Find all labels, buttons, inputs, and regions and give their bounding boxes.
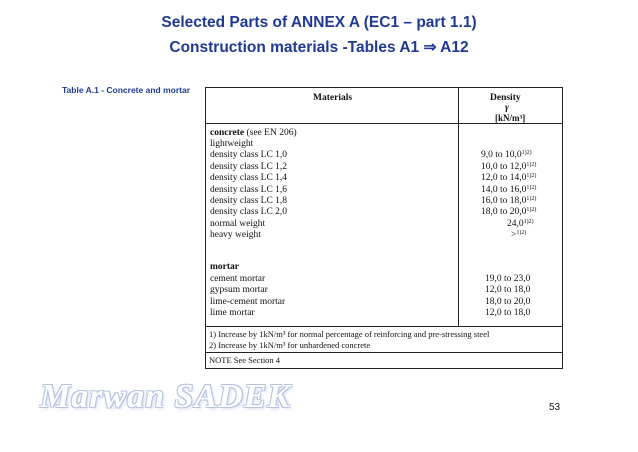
concrete-row-material: lightweight bbox=[210, 139, 254, 149]
concrete-row-density bbox=[511, 229, 526, 241]
header-separator bbox=[205, 123, 563, 124]
footnote-2: 2) Increase by 1kN/m³ for unhardened concrete bbox=[209, 340, 371, 350]
density-value: 14,0 to 16,0 bbox=[481, 184, 527, 195]
table-note: NOTE See Section 4 bbox=[209, 355, 281, 365]
density-value: 24,0 bbox=[507, 218, 524, 229]
header-materials: Materials bbox=[313, 93, 353, 103]
page-number: 53 bbox=[549, 402, 561, 413]
mortar-row-density: 19,0 to 23,0 bbox=[485, 274, 531, 284]
density-value: 12,0 to 14,0 bbox=[481, 173, 527, 184]
column-divider bbox=[458, 87, 459, 326]
density-footnote-ref: 1)2) bbox=[523, 218, 534, 225]
concrete-row-material: normal weight bbox=[210, 218, 266, 229]
slide-title-line1: Selected Parts of ANNEX A (EC1 – part 1.1) bbox=[161, 14, 477, 31]
density-footnote-ref: 1)2) bbox=[526, 207, 537, 214]
density-footnote-ref: 1)2) bbox=[526, 161, 537, 168]
footnote-separator bbox=[205, 326, 563, 327]
concrete-row-density bbox=[507, 218, 534, 230]
concrete-row-material: density class LC 1,6 bbox=[210, 184, 288, 195]
concrete-row-material: density class LC 1,2 bbox=[210, 161, 288, 172]
mortar-row-material: lime-cement mortar bbox=[210, 296, 286, 307]
density-footnote-ref: 1)2) bbox=[526, 196, 537, 202]
concrete-row-density bbox=[481, 149, 532, 161]
header-density: Density bbox=[490, 93, 521, 103]
density-value: 18,0 to 20,0 bbox=[481, 207, 527, 218]
density-footnote-ref: 1)2) bbox=[516, 230, 527, 237]
density-value: 9,0 to 10,0 bbox=[481, 150, 522, 161]
footnote-1: 1) Increase by 1kN/m³ for normal percentage of reinforcing and pre-stressing steel bbox=[209, 329, 490, 339]
density-value: > bbox=[511, 230, 517, 241]
author-watermark: Marwan SADEK bbox=[40, 378, 292, 415]
concrete-heading-label: concrete bbox=[210, 128, 245, 138]
density-footnote-ref: 1)2) bbox=[526, 173, 537, 180]
scanned-table bbox=[205, 87, 563, 369]
slide-title-line2: Construction materials -Tables A1 ⇒ A12 bbox=[169, 39, 469, 56]
density-value: 16,0 to 18,0 bbox=[481, 196, 527, 206]
concrete-row-material: heavy weight bbox=[210, 230, 261, 241]
header-unit: [kN/m³] bbox=[495, 113, 526, 123]
mortar-heading: mortar bbox=[210, 262, 240, 272]
concrete-heading-ref: (see EN 206) bbox=[244, 128, 297, 138]
concrete-row-density bbox=[481, 172, 536, 184]
table-caption: Table A.1 - Concrete and mortar bbox=[62, 85, 190, 95]
concrete-row-density bbox=[481, 206, 536, 218]
note-separator bbox=[205, 352, 563, 353]
mortar-row-material: lime mortar bbox=[210, 308, 255, 319]
concrete-row-material: density class LC 1,0 bbox=[210, 150, 288, 161]
concrete-row-material: density class LC 1,8 bbox=[210, 196, 288, 206]
mortar-row-material: gypsum mortar bbox=[210, 285, 268, 296]
density-value: 10,0 to 12,0 bbox=[481, 161, 527, 172]
density-footnote-ref: 1)2) bbox=[521, 150, 532, 157]
mortar-row-density: 12,0 to 18,0 bbox=[485, 308, 531, 319]
concrete-row-material: density class LC 1,4 bbox=[210, 173, 288, 184]
mortar-row-material: cement mortar bbox=[210, 274, 266, 284]
concrete-row-density bbox=[481, 161, 536, 173]
concrete-row-density bbox=[481, 184, 536, 196]
density-footnote-ref: 1)2) bbox=[526, 184, 537, 191]
concrete-row-density bbox=[481, 195, 536, 207]
mortar-row-density: 12,0 to 18,0 bbox=[485, 285, 531, 296]
header-gamma-symbol: γ bbox=[505, 103, 509, 113]
concrete-row-material: density class LC 2,0 bbox=[210, 207, 288, 218]
mortar-row-density: 18,0 to 20,0 bbox=[485, 296, 531, 307]
